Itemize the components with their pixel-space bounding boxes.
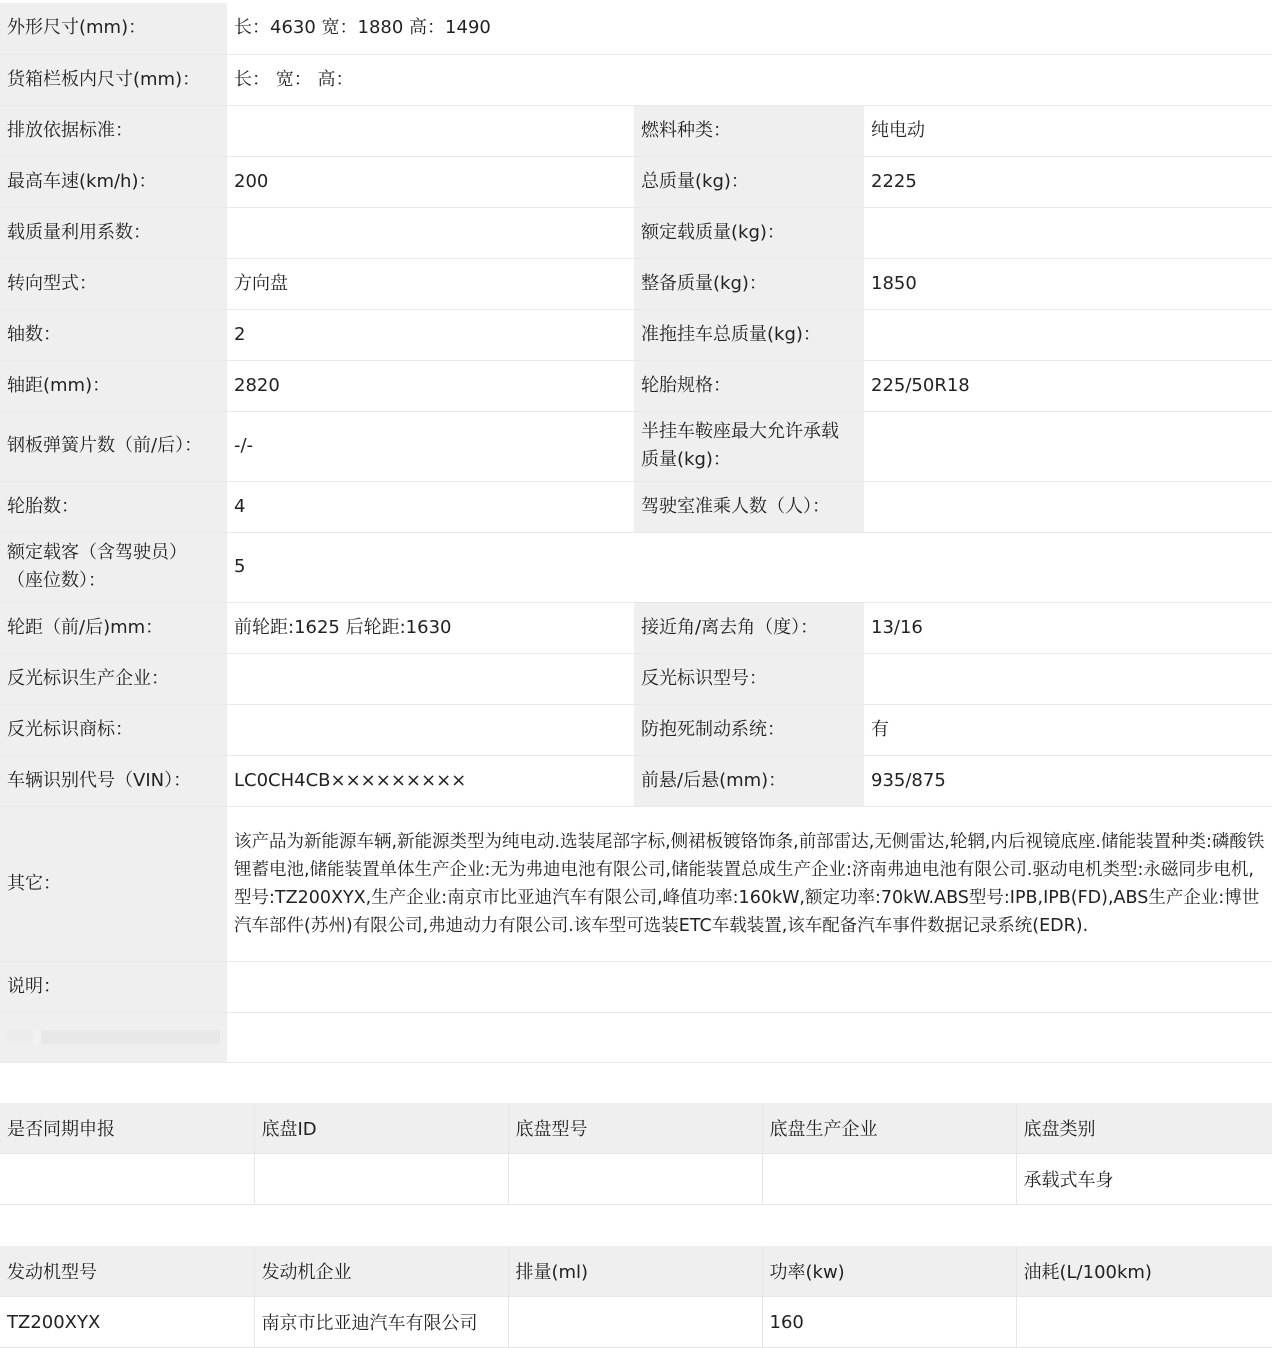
other-value: 该产品为新能源车辆,新能源类型为纯电动.选装尾部字标,侧裙板镀铬饰条,前部雷达,无侧雷达,轮辋,内后视镜底座.储能装置种类:磷酸铁锂蓄电池,储能装置单体生产企业:无为弗迪电池有限公司,储能装置总成生产企业:济南弗迪电池有限公司.驱动电机类型:永磁同步电机,型号:TZ200XYX,生产企业:南京市比亚迪汽车有限公司,峰值功率:160kW,额定功率:70kW.ABS型号:IPB,IPB(FD),ABS生产企业:博世汽车部件(苏州)有限公司,弗迪动力有限公司.该车型可选装ETC车载装置,该车配备汽车事件数据记录系统(EDR).: [227, 806, 1272, 961]
rated-load-label: 额定载质量(kg)：: [634, 207, 864, 258]
abs-value: 有: [864, 704, 1272, 755]
blurred-value: [227, 1012, 1272, 1062]
total-mass-label: 总质量(kg)：: [634, 156, 864, 207]
seats-label-line2: （座位数）：: [7, 570, 106, 591]
desc-value: [227, 961, 1272, 1012]
cargo-label: 货箱栏板内尺寸(mm)：: [0, 54, 227, 105]
engine-header-model: 发动机型号: [0, 1246, 254, 1297]
chassis-cell-sync: [0, 1154, 254, 1205]
overhang-value: 935/875: [864, 755, 1272, 806]
spring-value: -/-: [227, 411, 634, 481]
saddle-value: [864, 411, 1272, 481]
trailer-value: [864, 309, 1272, 360]
vin-label: 车辆识别代号（VIN）：: [0, 755, 227, 806]
tire-spec-value: 225/50R18: [864, 360, 1272, 411]
chassis-table: [0, 1103, 1272, 1205]
chassis-cell-id: [254, 1154, 508, 1205]
desc-label: 说明：: [0, 961, 227, 1012]
engine-header-consumption: 油耗(L/100km): [1016, 1246, 1272, 1297]
engine-header-maker: 发动机企业: [254, 1246, 508, 1297]
total-mass-value: 2225: [864, 156, 1272, 207]
curb-value: 1850: [864, 258, 1272, 309]
wheelbase-label: 轴距(mm)：: [0, 360, 227, 411]
chassis-header-maker: 底盘生产企业: [762, 1103, 1016, 1154]
spring-label: 钢板弹簧片数（前/后）：: [0, 411, 227, 481]
steering-label: 转向型式：: [0, 258, 227, 309]
angle-value: 13/16: [864, 602, 1272, 653]
tires-label: 轮胎数：: [0, 481, 227, 532]
engine-cell-model: TZ200XYX: [0, 1297, 254, 1348]
steering-value: 方向盘: [227, 258, 634, 309]
speed-label: 最高车速(km/h)：: [0, 156, 227, 207]
chassis-header-id: 底盘ID: [254, 1103, 508, 1154]
reflect-brand-value: [227, 704, 634, 755]
cab-label: 驾驶室准乘人数（人）：: [634, 481, 864, 532]
cab-value: [864, 481, 1272, 532]
tire-spec-label: 轮胎规格：: [634, 360, 864, 411]
dims-value: 长：4630 宽：1880 高：1490: [227, 3, 1272, 54]
engine-header-displacement: 排量(ml): [508, 1246, 762, 1297]
chassis-cell-maker: [762, 1154, 1016, 1205]
track-label: 轮距（前/后)mm：: [0, 602, 227, 653]
blurred-label: [0, 1012, 227, 1062]
fuel-value: 纯电动: [864, 105, 1272, 156]
chassis-header-sync: 是否同期申报: [0, 1103, 254, 1154]
wheelbase-value: 2820: [227, 360, 634, 411]
cargo-value: 长： 宽： 高：: [227, 54, 1272, 105]
emission-label: 排放依据标准：: [0, 105, 227, 156]
saddle-label-line2: 质量(kg)：: [641, 449, 731, 470]
engine-header-power: 功率(kw): [762, 1246, 1016, 1297]
dims-label: 外形尺寸(mm)：: [0, 3, 227, 54]
reflect-maker-value: [227, 653, 634, 704]
axles-value: 2: [227, 309, 634, 360]
seats-label-line1: 额定载客（含驾驶员）: [7, 542, 187, 563]
load-coef-label: 载质量利用系数：: [0, 207, 227, 258]
abs-label: 防抱死制动系统：: [634, 704, 864, 755]
vin-value: LC0CH4CB×××××××××: [227, 755, 634, 806]
engine-cell-power: 160: [762, 1297, 1016, 1348]
angle-label: 接近角/离去角（度）：: [634, 602, 864, 653]
emission-value: [227, 105, 634, 156]
engine-table: [0, 1246, 1272, 1348]
overhang-label: 前悬/后悬(mm)：: [634, 755, 864, 806]
chassis-cell-type: 承载式车身: [1016, 1154, 1272, 1205]
reflect-model-label: 反光标识型号：: [634, 653, 864, 704]
seats-value: 5: [227, 532, 1272, 602]
track-value: 前轮距:1625 后轮距:1630: [227, 602, 634, 653]
saddle-label-line1: 半挂车鞍座最大允许承载: [641, 421, 839, 442]
seats-label: [0, 532, 227, 602]
load-coef-value: [227, 207, 634, 258]
fuel-label: 燃料种类：: [634, 105, 864, 156]
chassis-cell-model: [508, 1154, 762, 1205]
reflect-maker-label: 反光标识生产企业：: [0, 653, 227, 704]
speed-value: 200: [227, 156, 634, 207]
chassis-header-type: 底盘类别: [1016, 1103, 1272, 1154]
reflect-model-value: [864, 653, 1272, 704]
tires-value: 4: [227, 481, 634, 532]
trailer-label: 准拖挂车总质量(kg)：: [634, 309, 864, 360]
rated-load-value: [864, 207, 1272, 258]
axles-label: 轴数：: [0, 309, 227, 360]
reflect-brand-label: 反光标识商标：: [0, 704, 227, 755]
saddle-label: [634, 411, 864, 481]
curb-label: 整备质量(kg)：: [634, 258, 864, 309]
spec-table: [0, 3, 1272, 1063]
other-label: 其它：: [0, 806, 227, 961]
engine-cell-maker: 南京市比亚迪汽车有限公司: [254, 1297, 508, 1348]
chassis-header-model: 底盘型号: [508, 1103, 762, 1154]
